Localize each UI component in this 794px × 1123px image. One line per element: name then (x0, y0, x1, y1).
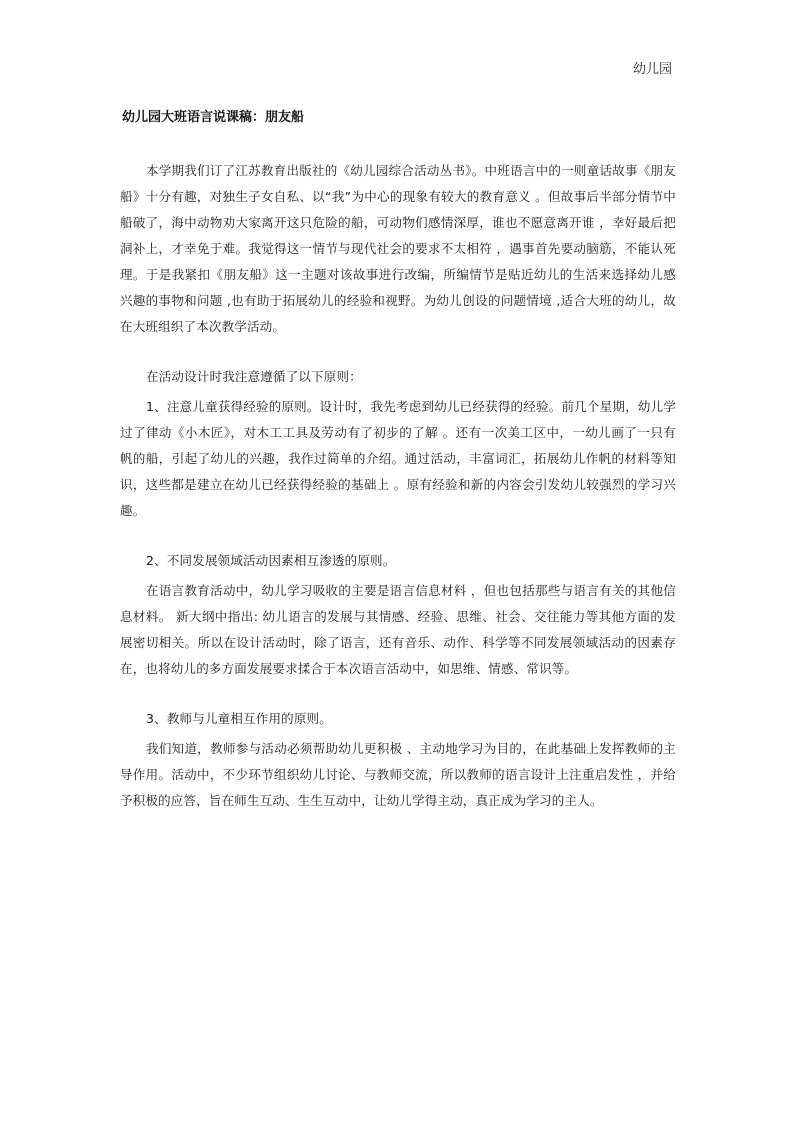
document-body (120, 158, 676, 814)
paragraph-principle-3-body: 我们知道，教师参与活动必须帮助幼儿更积极 、主动地学习为目的，在此基础上发挥教师的主导作用。活动中，不少环节组织幼儿讨论、与教师交流，所以教师的语言设计上注重启发性 ，并给予积极的应答，旨在师生互动、生生互动中，让幼儿学得主动，真正成为学习的主人。 (120, 741, 676, 808)
paragraph-intro: 本学期我们订了江苏教育出版社的《幼儿园综合活动丛书》。中班语言中的一则童话故事《朋友船》十分有趣，对独生子女自私、以“我”为中心的现象有较大的教育意义 。但故事后半部分情节中船破了，海中动物劝大家离开这只危险的船，可动物们感情深厚，谁也不愿意离开谁 ，幸好最后把洞补上，才幸免于难。我觉得这一情节与现代社会的要求不太相符 ，遇事首先要动脑筋，不能认死理。于是我紧扣《朋友船》这一主题对该故事进行改编，所编情节是贴近幼儿的生活来选择幼儿感兴趣的事物和问题 ,也有助于拓展幼儿的经验和视野。为幼儿创设的问题情境 ,适合大班的幼儿，故在大班组织了本次教学活动。 (120, 163, 676, 334)
paragraph-principle-1: 1、注意儿童获得经验的原则。设计时，我先考虑到幼儿已经获得的经验。前几个星期，幼儿学过了律动《小木匠》，对木工工具及劳动有了初步的了解 。还有一次美工区中，一幼儿画了一只有帆的船，引起了幼儿的兴趣，我作过简单的介绍。通过活动，丰富词汇，拓展幼儿作帆的材料等知识，这些都是建立在幼儿已经获得经验的基础上 。原有经验和新的内容会引发幼儿较强烈的学习兴趣。 (120, 399, 676, 518)
paragraph-principle-2-body: 在语言教育活动中，幼儿学习吸收的主要是语言信息材料 ，但也包括那些与语言有关的其他信息材料。 新大纲中指出: 幼儿语言的发展与其情感、经验、思维、社会、交往能力等其他方面的发展密切相关。所以在设计活动时，除了语言，还有音乐、动作、科学等不同发展领域活动的因素存在，也将幼儿的多方面发展要求揉合于本次语言活动中，如思维、情感、常识等。 (120, 583, 676, 676)
paragraph-principle-2-heading: 2、不同发展领域活动因素相互渗透的原则。 (146, 553, 396, 568)
paragraph-principles-lead: 在活动设计时我注意遵循了以下原则： (146, 369, 362, 384)
paragraph-principle-3-heading: 3、教师与儿童相互作用的原则。 (146, 711, 332, 726)
document-title: 幼儿园大班语言说课稿：朋友船 (122, 110, 305, 125)
page-header: 幼儿园 (632, 62, 672, 77)
